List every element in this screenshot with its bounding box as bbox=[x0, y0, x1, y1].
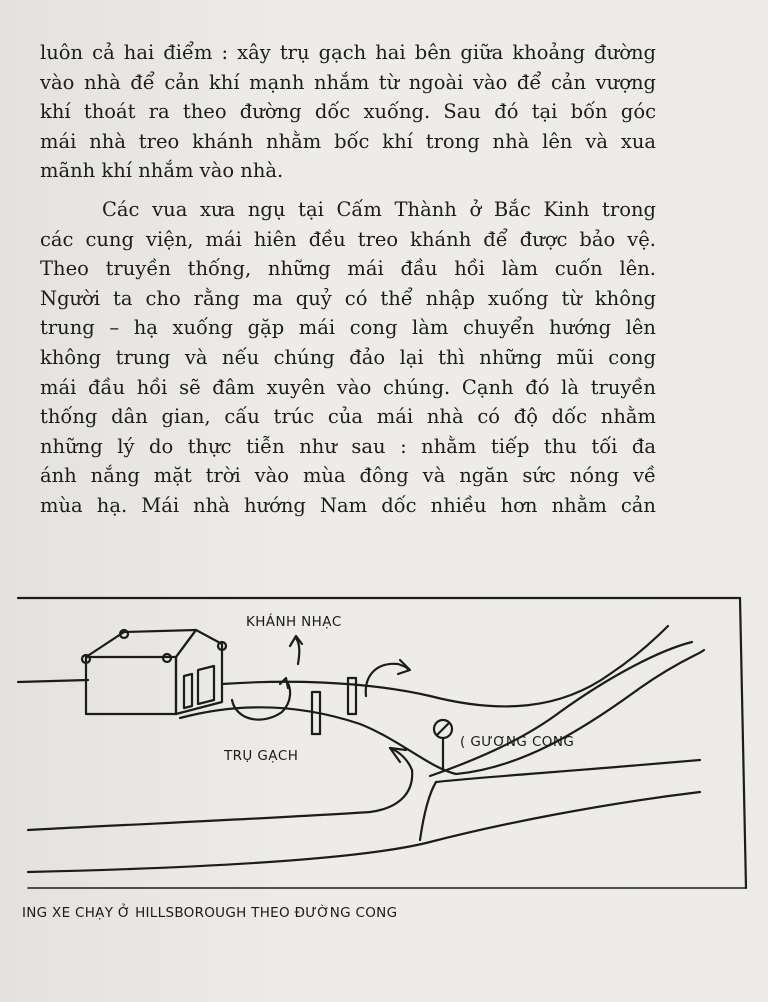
text-line: các cung viện, mái hiên đều treo khánh để được bảo vệ. bbox=[40, 227, 656, 251]
text-line: Theo truyền thống, những mái đầu hồi làm cuốn lên. bbox=[40, 257, 656, 281]
road-lower-edge-1 bbox=[28, 770, 412, 830]
chi-arrow-mid bbox=[296, 638, 299, 664]
chi-arrow-left bbox=[232, 680, 290, 720]
text-line: vào nhà để cản khí mạnh nhắm từ ngoài vào để cản vượng bbox=[40, 70, 656, 94]
road-right-lane bbox=[430, 642, 692, 776]
road-arrow-head bbox=[390, 748, 406, 762]
figure-caption: ING XE CHẠY Ở HILLSBOROUGH THEO ĐƯỜNG CONG bbox=[22, 905, 398, 921]
house-outline bbox=[82, 630, 226, 714]
illustration-drawing bbox=[0, 592, 768, 902]
text-line: luôn cả hai điểm : xây trụ gạch hai bên giữa khoảng đường bbox=[40, 41, 656, 64]
text-line: trung – hạ xuống gặp mái cong làm chuyển hướng lên bbox=[40, 316, 656, 340]
body-text bbox=[40, 38, 656, 521]
paragraph-2 bbox=[40, 195, 656, 521]
text-line: Các vua xưa ngụ tại Cấm Thành ở Bắc Kinh trong bbox=[102, 197, 656, 221]
text-line: mái đầu hồi sẽ đâm xuyên vào chúng. Cạnh đó là truyền bbox=[40, 375, 656, 399]
ground-line bbox=[18, 680, 88, 682]
label-guong-cong: ( GƯƠNG CONG bbox=[460, 734, 575, 750]
label-tru-gach: TRỤ GẠCH bbox=[224, 748, 299, 764]
text-line: khí thoát ra theo đường dốc xuống. Sau đó tại bốn góc bbox=[40, 100, 656, 124]
road-bottom-edge bbox=[28, 792, 700, 872]
road-foreground-edge bbox=[420, 760, 700, 840]
text-line: không trung và nếu chúng đảo lại thì những mũi cong bbox=[40, 345, 656, 369]
paragraph-1 bbox=[40, 38, 656, 186]
text-line: ánh nắng mặt trời vào mùa đông và ngăn sức nóng về bbox=[40, 464, 656, 488]
text-line: thống dân gian, cấu trúc của mái nhà có độ dốc nhằm bbox=[40, 405, 656, 429]
text-line: mãnh khí nhắm vào nhà. bbox=[40, 159, 284, 183]
road-upper-edge bbox=[222, 626, 668, 706]
road-illustration bbox=[0, 592, 768, 902]
text-line: những lý do thực tiễn như sau : nhằm tiếp thu tối đa bbox=[40, 434, 656, 458]
text-line: mùa hạ. Mái nhà hướng Nam dốc nhiều hơn nhằm cản bbox=[40, 493, 656, 517]
figure-frame bbox=[18, 598, 746, 888]
text-line: mái nhà treo khánh nhằm bốc khí trong nhà lên và xua bbox=[40, 129, 656, 153]
label-khanh-nhac: KHÁNH NHẠC bbox=[246, 614, 342, 630]
text-line: Người ta cho rằng ma quỷ có thể nhập xuống từ không bbox=[40, 286, 656, 310]
